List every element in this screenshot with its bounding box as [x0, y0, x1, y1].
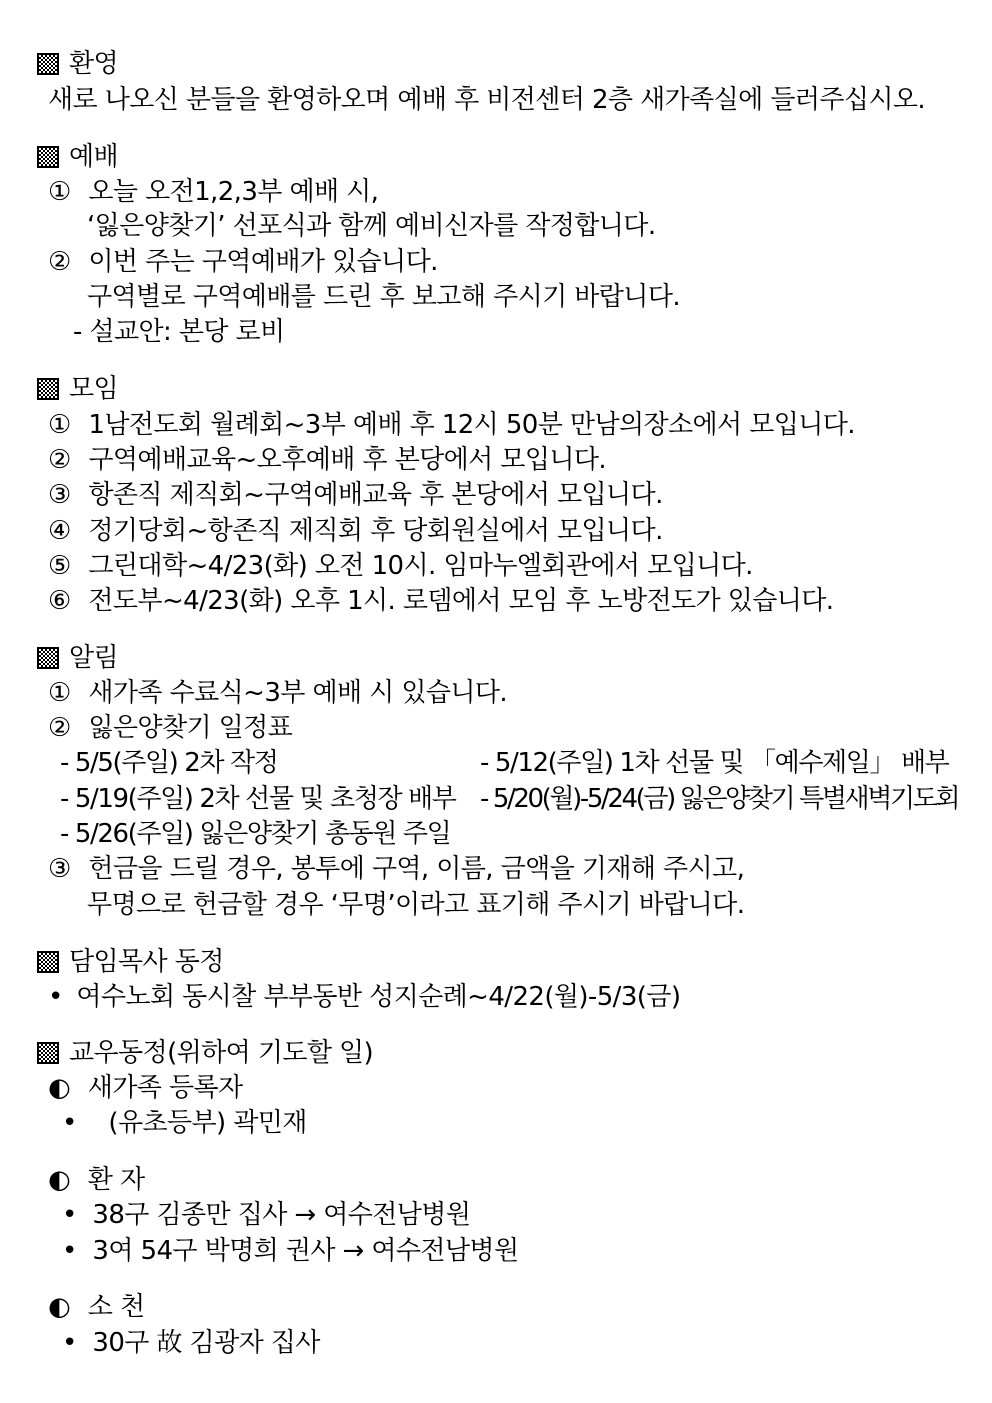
notice-item [48, 711, 292, 745]
item-text: 이번 주는 구역예배가 있습니다. [88, 247, 438, 277]
section-heading-welcome [37, 47, 118, 81]
checker-square-icon [37, 647, 59, 669]
item-text: 그린대학~4/23(화) 오전 10시. 임마누엘회관에서 모입니다. [88, 551, 753, 581]
notice-item-continuation: 무명으로 헌금할 경우 ‘무명’이라고 표기해 주시기 바랍니다. [87, 890, 745, 920]
member-entry [62, 1326, 320, 1360]
section-heading-worship [37, 140, 118, 174]
bullet-icon: • [62, 1200, 77, 1230]
meeting-item [48, 443, 606, 477]
group-title: 소 천 [87, 1292, 145, 1322]
meeting-item [48, 514, 663, 548]
notice-item [48, 852, 744, 886]
schedule-entry: - 5/26(주일) 잃은양찾기 총동원 주일 [60, 819, 451, 849]
bullet-icon: • [62, 1328, 77, 1358]
worship-item [48, 245, 438, 279]
half-circle-icon: ◐ [48, 1165, 71, 1195]
item-text: 잃은양찾기 일정표 [88, 713, 293, 743]
item-text: 새가족 수료식~3부 예배 시 있습니다. [88, 678, 508, 708]
item-marker: ③ [48, 854, 71, 884]
item-marker: ① [48, 410, 71, 440]
member-group-title [48, 1163, 144, 1197]
item-text: 항존직 제직회~구역예배교육 후 본당에서 모입니다. [88, 480, 663, 510]
entry-text: (유초등부) 곽민재 [108, 1108, 307, 1138]
item-text: 전도부~4/23(화) 오후 1시. 로뎀에서 모임 후 노방전도가 있습니다. [88, 586, 834, 616]
member-group-title [48, 1290, 144, 1324]
item-marker: ⑥ [48, 586, 71, 616]
checker-square-icon [37, 146, 59, 168]
welcome-text: 새로 나오신 분들을 환영하오며 예배 후 비전센터 2층 새가족실에 들러주십시오. [48, 85, 926, 115]
item-marker: ④ [48, 516, 71, 546]
entry-text: 3여 54구 박명희 권사 → 여수전남병원 [92, 1236, 519, 1266]
meeting-item [48, 408, 855, 442]
section-title: 알림 [69, 643, 119, 673]
meeting-item [48, 549, 753, 583]
schedule-entry: - 5/19(주일) 2차 선물 및 초청장 배부 [60, 784, 456, 814]
entry-text: 30구 故 김광자 집사 [92, 1328, 320, 1358]
schedule-entry: - 5/12(주일) 1차 선물 및 「예수제일」 배부 [480, 748, 949, 778]
pastor-item [48, 980, 680, 1014]
section-title: 모임 [69, 374, 119, 404]
item-marker: ① [48, 678, 71, 708]
checker-square-icon [37, 1042, 59, 1064]
half-circle-icon: ◐ [48, 1292, 71, 1322]
item-text: 정기당회~항존직 제직회 후 당회원실에서 모입니다. [88, 516, 663, 546]
item-text: 헌금을 드릴 경우, 봉투에 구역, 이름, 금액을 기재해 주시고, [88, 854, 745, 884]
section-heading-notices [37, 641, 118, 675]
checker-square-icon [37, 378, 59, 400]
item-marker: ② [48, 713, 71, 743]
group-title: 새가족 등록자 [87, 1073, 243, 1103]
meeting-item [48, 478, 663, 512]
bullet-icon: • [48, 982, 63, 1012]
worship-note: - 설교안: 본당 로비 [73, 317, 285, 347]
entry-text: 38구 김종만 집사 → 여수전남병원 [92, 1200, 471, 1230]
item-marker: ② [48, 445, 71, 475]
notice-item [48, 676, 507, 710]
checker-square-icon [37, 53, 59, 75]
section-title: 교우동정(위하여 기도할 일) [69, 1038, 374, 1068]
bullet-icon: • [62, 1236, 77, 1266]
worship-item [48, 175, 378, 209]
item-marker: ② [48, 247, 71, 277]
section-heading-meetings [37, 372, 118, 406]
item-text: 오늘 오전1,2,3부 예배 시, [88, 177, 379, 207]
member-entry [62, 1198, 470, 1232]
member-entry [62, 1106, 307, 1140]
member-group-title [48, 1071, 243, 1105]
group-title: 환 자 [87, 1165, 145, 1195]
section-heading-members [37, 1036, 373, 1070]
section-title: 예배 [69, 142, 119, 172]
checker-square-icon [37, 951, 59, 973]
section-title: 담임목사 동정 [69, 947, 224, 977]
worship-item-continuation: ‘잃은양찾기’ 선포식과 함께 예비신자를 작정합니다. [87, 211, 656, 241]
meeting-item [48, 584, 833, 618]
schedule-entry: - 5/5(주일) 2차 작정 [60, 748, 278, 778]
item-text: 구역예배교육~오후예배 후 본당에서 모입니다. [88, 445, 607, 475]
section-title: 환영 [69, 49, 119, 79]
section-heading-pastor [37, 945, 224, 979]
item-text: 여수노회 동시찰 부부동반 성지순례~4/22(월)-5/3(금) [76, 982, 681, 1012]
half-circle-icon: ◐ [48, 1073, 71, 1103]
bullet-icon: • [62, 1108, 77, 1138]
item-marker: ⑤ [48, 551, 71, 581]
item-marker: ③ [48, 480, 71, 510]
worship-item-continuation: 구역별로 구역예배를 드린 후 보고해 주시기 바랍니다. [87, 282, 681, 312]
item-marker: ① [48, 177, 71, 207]
schedule-entry: - 5/20(월)-5/24(금) 잃은양찾기 특별새벽기도회 [480, 784, 959, 814]
item-text: 1남전도회 월례회~3부 예배 후 12시 50분 만남의장소에서 모입니다. [88, 410, 855, 440]
member-entry [62, 1234, 518, 1268]
